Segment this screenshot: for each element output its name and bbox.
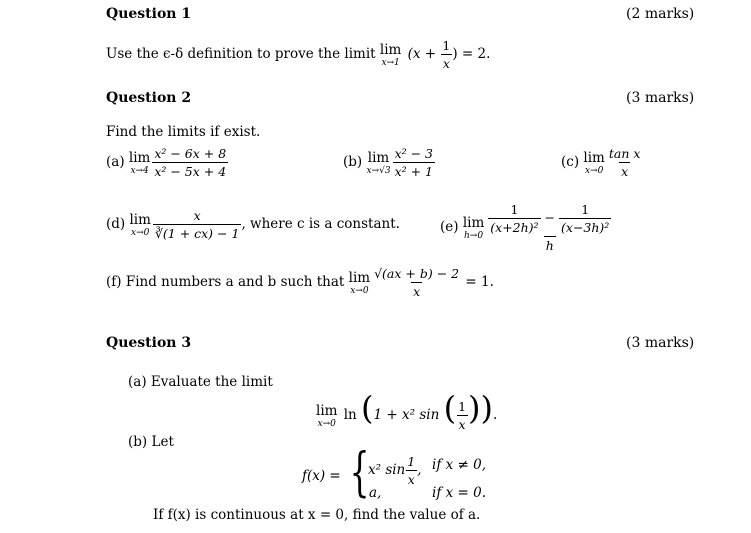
q3b-question: If f(x) is continuous at x = 0, find the value of a. [153,507,481,523]
q2a-label: (a) [106,154,125,170]
q1-lim: lim x→1 [379,41,402,68]
q1-prompt-text: Use the ϵ-δ definition to prove the limit [106,46,376,62]
q2f-text: Find numbers a and b such that [125,274,345,290]
q3b-case1-value: x² sin $\frac{1}{x}$ , [368,454,422,487]
q2a-lim: lim x→4 [128,149,151,176]
q3a-text: Evaluate the limit [150,374,273,390]
q3b-fx: f(x) = [302,468,341,484]
q2-part-b [343,146,435,179]
q3b-case2-value: a, [369,485,382,501]
question-2-title: Question 2 [106,90,192,106]
q3a-label: (a) [128,374,147,390]
q2e-frac: $\frac{1}{\text{(x+2h)²}}$ − $\frac{1}{\text{(x−3h)²}}$ h [490,202,610,253]
q2d-lim: lim x→0 [129,211,151,238]
question-1-prompt [106,38,490,71]
q3a-lim: lim x→0 [316,402,338,429]
q2c-label: (c) [561,154,580,170]
question-3-marks: (3 marks) [626,335,695,351]
q2d-label: (d) [106,216,126,232]
q2-part-d [106,208,400,241]
q1-expr-close: ) = 2. [452,46,491,62]
q2f-label: (f) [106,274,122,290]
q2b-lim: lim x→√3 [366,149,391,176]
q3-part-a-text [128,374,273,390]
q3-part-b-text [128,434,174,450]
question-1-title: Question 1 [106,6,192,22]
question-2-prompt: Find the limits if exist. [106,124,261,140]
q2e-lim: lim h→0 [462,214,485,241]
q2-part-e [440,202,613,253]
q1-expr-open: (x + [407,46,441,62]
q3a-ln: ln [343,407,357,423]
q3b-label: (b) [128,434,148,450]
q2f-tail: = 1. [465,274,494,290]
q2-part-f [106,266,494,299]
q3a-frac: $\frac{1}{x}$ [458,399,467,432]
q2f-lim: lim x→0 [348,269,371,296]
q2f-frac: $\frac{√(ax + b) - 2}{x}$ [374,266,460,299]
q3a-open-paren: ( [361,389,374,427]
q2c-frac: $\frac{\text{tan x}}{x}$ [608,146,641,179]
q2a-frac: $\frac{\text{x² − 6x + 8}}{\text{x² − 5x + 4}}$ [154,146,227,179]
q2d-tail: , where c is a constant. [241,216,400,232]
q1-frac: $\frac{1}{x}$ [442,38,451,71]
q2-part-a [106,146,228,179]
q3a-end: . [492,407,498,423]
question-3-title: Question 3 [106,335,192,351]
q3b-case1-cond: if x ≠ 0, [432,457,486,473]
q2-part-c [561,146,642,179]
q3a-inner: 1 + x² sin [373,407,440,423]
q3b-brace: { [349,443,370,503]
q2b-frac: $\frac{\text{x² − 3}}{\text{x² + 1}}$ [394,146,433,179]
q2c-lim: lim x→0 [583,149,605,176]
q2b-label: (b) [343,154,363,170]
question-2-marks: (3 marks) [626,90,695,106]
q3b-case2-cond: if x = 0. [432,485,486,501]
question-1-marks: (2 marks) [626,6,695,22]
q2d-frac: $\frac{x}{∛(1 + cx) - 1}$ [154,208,240,241]
q3-part-a-expr: lim x→0 ln (1 + x² sin ( $\frac{1}{x}$ )). [316,389,498,432]
q2e-label: (e) [440,219,459,235]
q3b-text: Let [151,434,174,450]
